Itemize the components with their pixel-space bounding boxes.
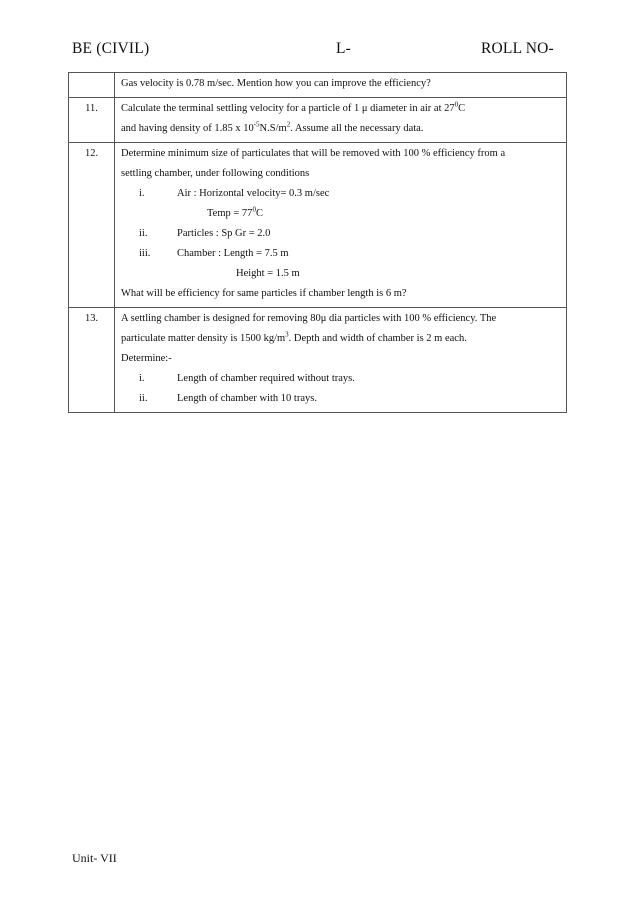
question-number: 13. [69,308,115,413]
list-item: ii. Particles : Sp Gr = 2.0 [139,228,271,239]
question-10-continuation: Gas velocity is 0.78 m/sec. Mention how you can improve the efficiency? [121,78,431,89]
question-11-line-1: Calculate the terminal settling velocity for a particle of 1 μ diameter in air at $27^0C$ [121,100,466,114]
question-12-temp: Temp = $77^0C$ [207,205,263,219]
question-text [115,98,567,143]
header-lecture: L- [336,40,352,57]
list-item: i. Air : Horizontal velocity= 0.3 m/sec [139,188,330,199]
question-12-intro-1: Determine minimum size of particulates that will be removed with 100 % efficiency from a [121,148,506,159]
question-text [115,73,567,98]
question-11-line-2: and having density of 1.85 x $10^{-5}N.S/m^2$. Assume all the necessary data. [121,120,424,134]
header-roll-no: ROLL NO- [481,40,554,57]
question-13-line-1: A settling chamber is designed for removing 80μ dia particles with 100 % efficiency. The [121,313,497,324]
question-12-height: Height = 1.5 m [236,268,300,279]
list-item: iii. Chamber : Length = 7.5 m [139,248,289,259]
question-text [115,143,567,308]
table-row [69,143,567,308]
list-item: ii. Length of chamber with 10 trays. [139,393,317,404]
question-12-intro-2: settling chamber, under following conditions [121,168,310,179]
table-row [69,73,567,98]
footer-unit: Unit- VII [72,851,117,865]
table-row [69,98,567,143]
list-item: i. Length of chamber required without trays. [139,373,355,384]
question-number [69,73,115,98]
header-course: BE (CIVIL) [72,40,150,57]
question-13-line-2: particulate matter density is 1500 $kg/m^3$. Depth and width of chamber is 2 m each. [121,330,467,344]
table-row [69,308,567,413]
question-text [115,308,567,413]
question-number: 12. [69,143,115,308]
question-number: 11. [69,98,115,143]
question-13-line-3: Determine:- [121,353,172,364]
question-12-outro: What will be efficiency for same particles if chamber length is 6 m? [121,288,407,299]
questions-table [68,72,567,413]
